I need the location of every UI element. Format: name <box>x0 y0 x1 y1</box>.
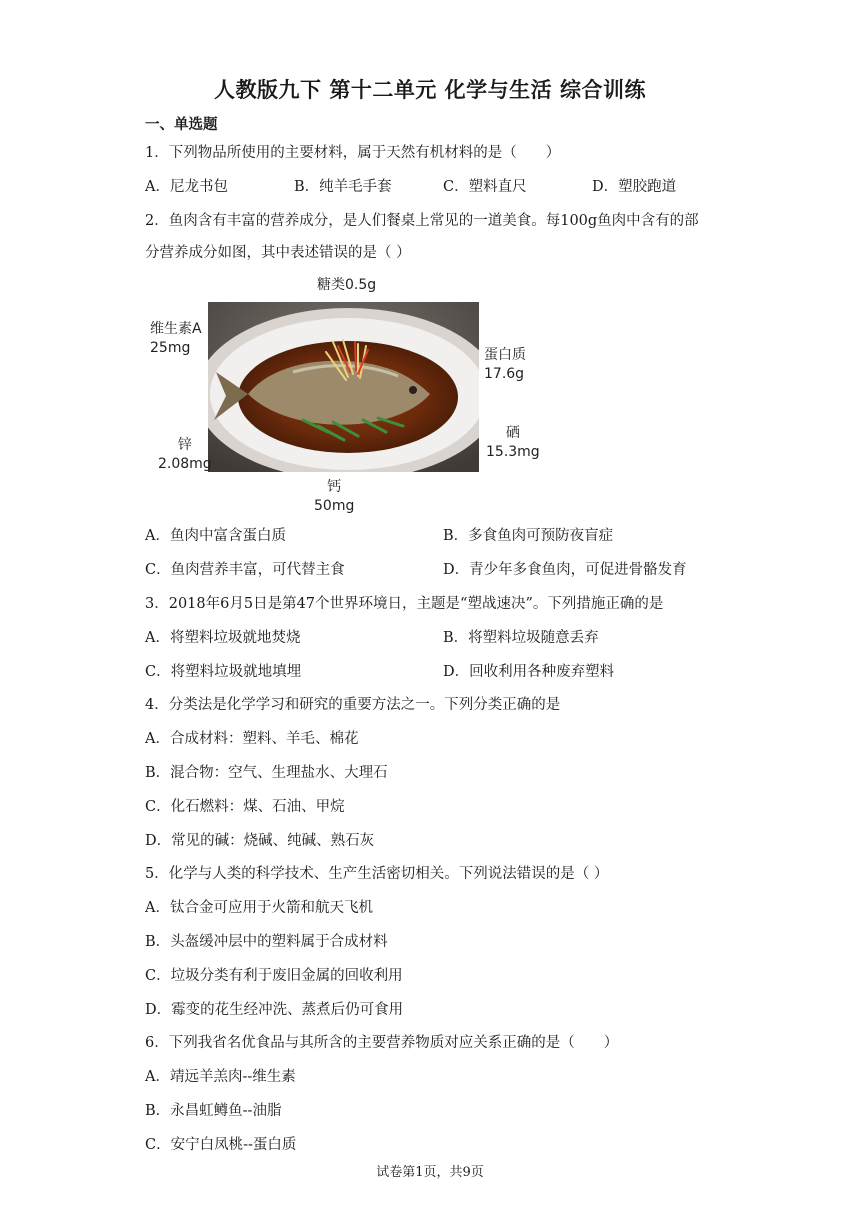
question-4-option-c[interactable]: C．化石燃料：煤、石油、甲烷 <box>145 799 345 815</box>
steamed-fish-photo <box>208 302 479 472</box>
question-5-option-b[interactable]: B．头盔缓冲层中的塑料属于合成材料 <box>145 934 388 950</box>
steamed-fish-illustration <box>208 302 479 472</box>
label-zinc <box>158 436 212 474</box>
label-calcium-value: 50mg <box>314 498 355 514</box>
question-5-option-d[interactable]: D．霉变的花生经冲洗、蒸煮后仍可食用 <box>145 1002 404 1018</box>
question-2-option-d[interactable]: D．青少年多食鱼肉，可促进骨骼发育 <box>443 562 687 578</box>
page-footer: 试卷第1页，共9页 <box>376 1165 484 1180</box>
question-1-option-a[interactable]: A．尼龙书包 <box>145 179 228 195</box>
question-5-option-c[interactable]: C．垃圾分类有利于废旧金属的回收利用 <box>145 968 403 984</box>
label-zinc-value: 2.08mg <box>158 456 212 472</box>
label-vitamin-a-name: 维生素A <box>150 321 202 337</box>
question-2-option-a[interactable]: A．鱼肉中富含蛋白质 <box>145 528 286 544</box>
question-6-option-a[interactable]: A．靖远羊羔肉--维生素 <box>145 1069 296 1085</box>
question-2-stem-line-1: 2．鱼肉含有丰富的营养成分，是人们餐桌上常见的一道美食。每100g鱼肉中含有的部 <box>145 213 699 229</box>
label-calcium <box>314 478 354 516</box>
question-6-option-b[interactable]: B．永昌虹鳟鱼--油脂 <box>145 1103 282 1119</box>
question-4-stem: 4．分类法是化学学习和研究的重要方法之一。下列分类正确的是 <box>145 697 561 713</box>
label-selenium <box>486 424 540 462</box>
question-3-option-c[interactable]: C．将塑料垃圾就地填埋 <box>145 664 302 680</box>
label-protein <box>484 346 526 384</box>
question-3-stem: 3．2018年6月5日是第47个世界环境日，主题是“塑战速决”。下列措施正确的是 <box>145 596 664 612</box>
label-protein-name: 蛋白质 <box>484 347 526 363</box>
question-3-option-d[interactable]: D．回收利用各种废弃塑料 <box>443 664 615 680</box>
label-sugar-name: 糖类 <box>317 277 345 293</box>
question-1-option-d[interactable]: D．塑胶跑道 <box>592 179 677 195</box>
question-4-option-a[interactable]: A．合成材料：塑料、羊毛、棉花 <box>145 731 359 747</box>
label-sugar <box>317 276 376 295</box>
label-protein-value: 17.6g <box>484 366 525 382</box>
label-calcium-name: 钙 <box>327 479 342 495</box>
label-selenium-value: 15.3mg <box>486 444 540 460</box>
question-4-option-d[interactable]: D．常见的碱：烧碱、纯碱、熟石灰 <box>145 833 375 849</box>
label-vitamin-a-value: 25mg <box>150 340 191 356</box>
label-vitamin-a <box>150 320 202 358</box>
label-sugar-value: 0.5g <box>345 277 377 293</box>
fish-nutrition-figure <box>150 270 550 515</box>
question-1-stem: 1．下列物品所使用的主要材料，属于天然有机材料的是（ ） <box>145 145 561 161</box>
section-heading: 一、单选题 <box>145 117 218 133</box>
question-1-option-c[interactable]: C．塑料直尺 <box>443 179 527 195</box>
question-2-option-b[interactable]: B．多食鱼肉可预防夜盲症 <box>443 528 614 544</box>
page-title: 人教版九下 第十二单元 化学与生活 综合训练 <box>214 78 646 102</box>
question-2-option-c[interactable]: C．鱼肉营养丰富，可代替主食 <box>145 562 345 578</box>
question-6-stem: 6．下列我省名优食品与其所含的主要营养物质对应关系正确的是（ ） <box>145 1035 619 1051</box>
question-6-option-c[interactable]: C．安宁白凤桃--蛋白质 <box>145 1137 297 1153</box>
label-selenium-name: 硒 <box>505 425 520 441</box>
question-5-stem: 5．化学与人类的科学技术、生产生活密切相关。下列说法错误的是（ ） <box>145 866 609 882</box>
label-zinc-name: 锌 <box>177 437 192 453</box>
question-1-option-b[interactable]: B．纯羊毛手套 <box>294 179 392 195</box>
question-3-option-b[interactable]: B．将塑料垃圾随意丢弃 <box>443 630 599 646</box>
question-2-stem-line-2: 分营养成分如图，其中表述错误的是（ ） <box>145 245 411 261</box>
question-5-option-a[interactable]: A．钛合金可应用于火箭和航天飞机 <box>145 900 373 916</box>
question-3-option-a[interactable]: A．将塑料垃圾就地焚烧 <box>145 630 301 646</box>
question-4-option-b[interactable]: B．混合物：空气、生理盐水、大理石 <box>145 765 388 781</box>
